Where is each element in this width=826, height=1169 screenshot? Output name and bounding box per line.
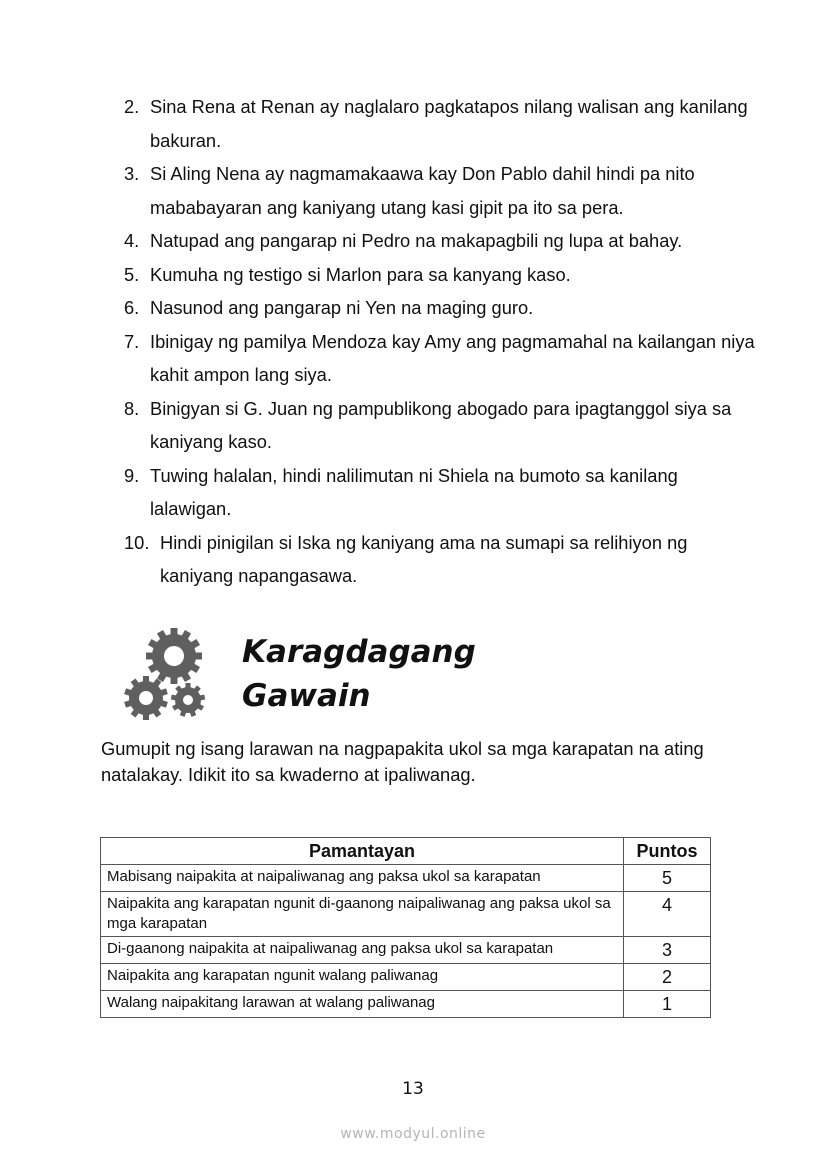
criteria-cell: Di-gaanong naipakita at naipaliwanag ang paksa ukol sa karapatan xyxy=(101,937,624,964)
item-text: Tuwing halalan, hindi nalilimutan ni Shiela na bumoto sa kanilang lalawigan. xyxy=(150,464,678,519)
section-heading xyxy=(242,630,476,718)
list-item xyxy=(124,459,764,526)
item-text: Kumuha ng testigo si Marlon para sa kanyang kaso. xyxy=(150,263,571,285)
header-points: Puntos xyxy=(624,838,711,865)
item-number: 8. xyxy=(124,397,140,419)
table-row xyxy=(101,937,711,964)
item-text: Sina Rena at Renan ay naglalaro pagkatapos nilang walisan ang kanilang bakuran. xyxy=(150,96,748,151)
table-row xyxy=(101,964,711,991)
header-criteria: Pamantayan xyxy=(101,838,624,865)
table-row xyxy=(101,892,711,937)
criteria-cell: Walang naipakitang larawan at walang paliwanag xyxy=(101,991,624,1018)
heading-line-1: Karagdagang xyxy=(242,634,476,670)
points-cell: 2 xyxy=(624,964,711,991)
points-cell: 4 xyxy=(624,892,711,937)
table-row xyxy=(101,865,711,892)
list-item xyxy=(124,291,764,325)
heading-line-2: Gawain xyxy=(242,678,371,714)
item-number: 6. xyxy=(124,297,140,318)
list-item xyxy=(124,258,764,292)
points-cell: 5 xyxy=(624,865,711,892)
criteria-cell: Mabisang naipakita at naipaliwanag ang paksa ukol sa karapatan xyxy=(101,865,624,892)
rubric-table xyxy=(100,837,711,1018)
list-item xyxy=(124,325,764,392)
page-number: 13 xyxy=(402,1079,424,1099)
table-header-row xyxy=(101,838,711,865)
footer-watermark: www.modyul.online xyxy=(340,1126,486,1142)
item-number: 5. xyxy=(124,263,140,285)
item-number: 10. xyxy=(124,531,150,553)
table-row xyxy=(101,991,711,1018)
item-number: 2. xyxy=(124,96,140,117)
list-item xyxy=(124,90,764,157)
list-item xyxy=(124,392,764,459)
item-number: 7. xyxy=(124,330,140,352)
criteria-cell: Naipakita ang karapatan ngunit di-gaanong naipaliwanag ang paksa ukol sa mga karapatan xyxy=(101,892,624,937)
points-cell: 1 xyxy=(624,991,711,1018)
list-item xyxy=(124,526,764,593)
item-text: Ibinigay ng pamilya Mendoza kay Amy ang pagmamahal na kailangan niya kahit ampon lang siya. xyxy=(150,330,755,385)
numbered-list xyxy=(124,90,764,593)
item-text: Si Aling Nena ay nagmamakaawa kay Don Pablo dahil hindi pa nito mababayaran ang kaniyang utang kasi gipit pa ito sa pera. xyxy=(150,163,695,218)
list-item xyxy=(124,157,764,224)
item-text: Hindi pinigilan si Iska ng kaniyang ama na sumapi sa relihiyon ng kaniyang napangasawa. xyxy=(160,531,688,586)
item-text: Natupad ang pangarap ni Pedro na makapagbili ng lupa at bahay. xyxy=(150,230,683,251)
points-cell: 3 xyxy=(624,937,711,964)
item-number: 4. xyxy=(124,230,140,251)
item-text: Binigyan si G. Juan ng pampublikong abogado para ipagtanggol siya sa kaniyang kaso. xyxy=(150,397,732,452)
item-number: 9. xyxy=(124,464,140,486)
item-number: 3. xyxy=(124,163,140,184)
gears-icon xyxy=(124,628,208,722)
list-item xyxy=(124,224,764,258)
criteria-cell: Naipakita ang karapatan ngunit walang paliwanag xyxy=(101,964,624,991)
instructions-text: Gumupit ng isang larawan na nagpapakita ukol sa mga karapatan na ating natalakay. Idikit ito sa kwaderno at ipaliwanag. xyxy=(101,738,704,785)
item-text: Nasunod ang pangarap ni Yen na maging guro. xyxy=(150,297,534,318)
